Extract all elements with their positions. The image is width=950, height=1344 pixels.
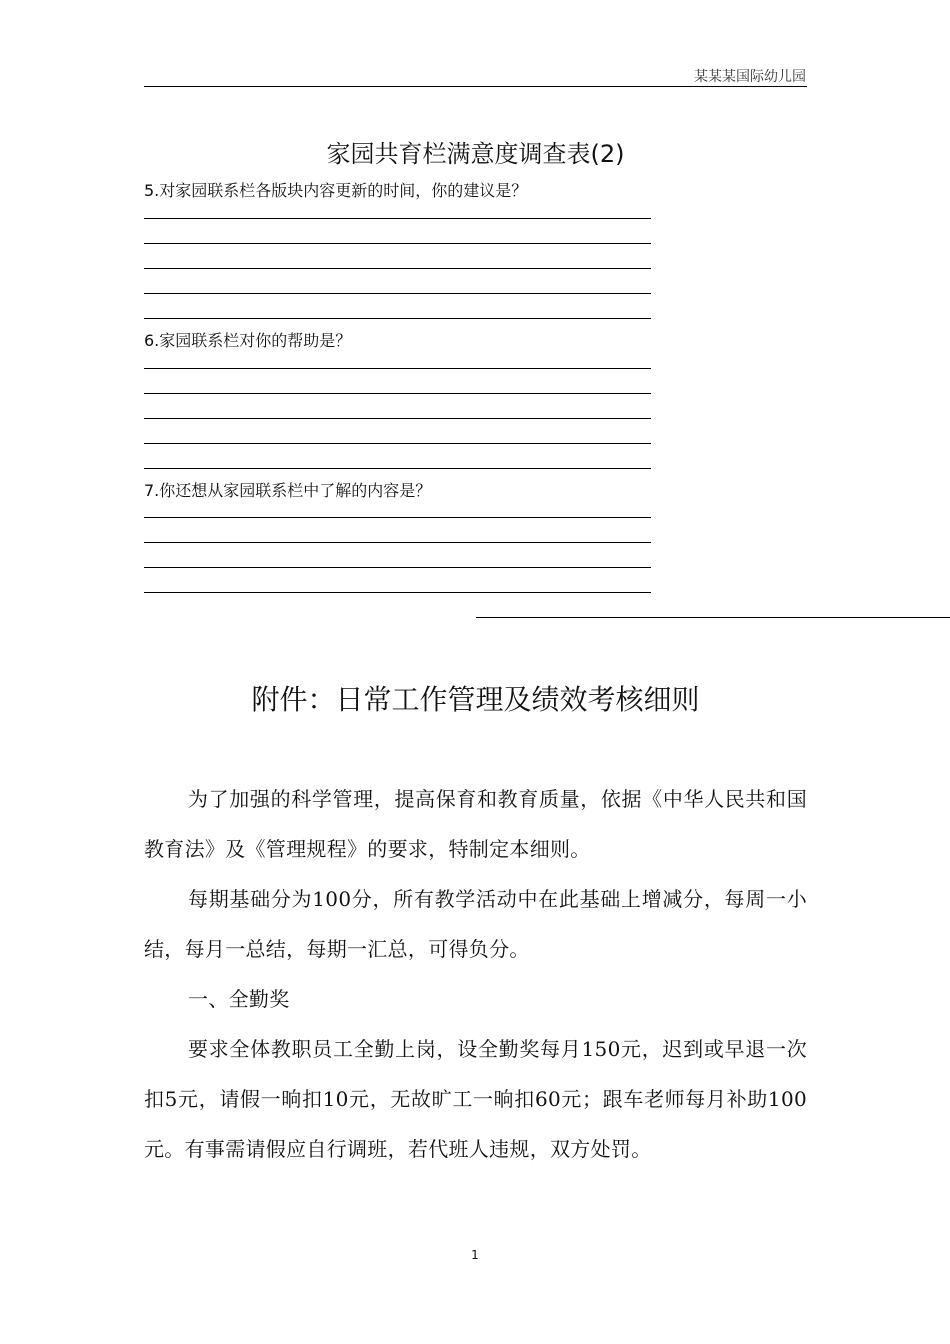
answer-line[interactable] (144, 592, 651, 593)
answer-line[interactable] (144, 567, 651, 568)
body-paragraph: 为了加强的科学管理，提高保育和教育质量，依据《中华人民共和国教育法》及《管理规程》的要求，特制定本细则。 (144, 787, 807, 861)
question-7: 7.你还想从家园联系栏中了解的内容是？ (144, 481, 432, 500)
answer-line[interactable] (144, 318, 651, 319)
answer-line[interactable] (144, 218, 651, 219)
answer-line[interactable] (144, 243, 651, 244)
header-rule (144, 86, 807, 87)
answer-line[interactable] (144, 293, 651, 294)
question-5: 5.对家园联系栏各版块内容更新的时间，你的建议是？ (144, 181, 528, 200)
answer-line[interactable] (144, 468, 651, 469)
body-paragraph: 要求全体教职员工全勤上岗，设全勤奖每月150元，迟到或早退一次扣5元，请假一晌扣10元，无故旷工一晌扣60元；跟车老师每月补助100元。有事需请假应自行调班，若代班人违规，双方处罚。 (144, 1037, 807, 1161)
answer-line[interactable] (144, 393, 651, 394)
answer-line[interactable] (144, 418, 651, 419)
answer-line[interactable] (144, 368, 651, 369)
attachment-title: 附件：日常工作管理及绩效考核细则 (251, 683, 700, 716)
question-6: 6.家园联系栏对你的帮助是？ (144, 331, 352, 350)
section-divider (476, 617, 950, 618)
body-paragraph: 每期基础分为100分，所有教学活动中在此基础上增减分，每周一小结，每月一总结，每期一汇总，可得负分。 (144, 887, 807, 961)
answer-line[interactable] (144, 268, 651, 269)
answer-line[interactable] (144, 443, 651, 444)
page-number: 1 (471, 1248, 479, 1262)
section-heading: 一、全勤奖 (188, 987, 290, 1011)
answer-line[interactable] (144, 517, 651, 518)
header-org-name: 某某某国际幼儿园 (694, 69, 806, 85)
survey-title: 家园共育栏满意度调查表(2) (326, 140, 625, 168)
answer-line[interactable] (144, 542, 651, 543)
